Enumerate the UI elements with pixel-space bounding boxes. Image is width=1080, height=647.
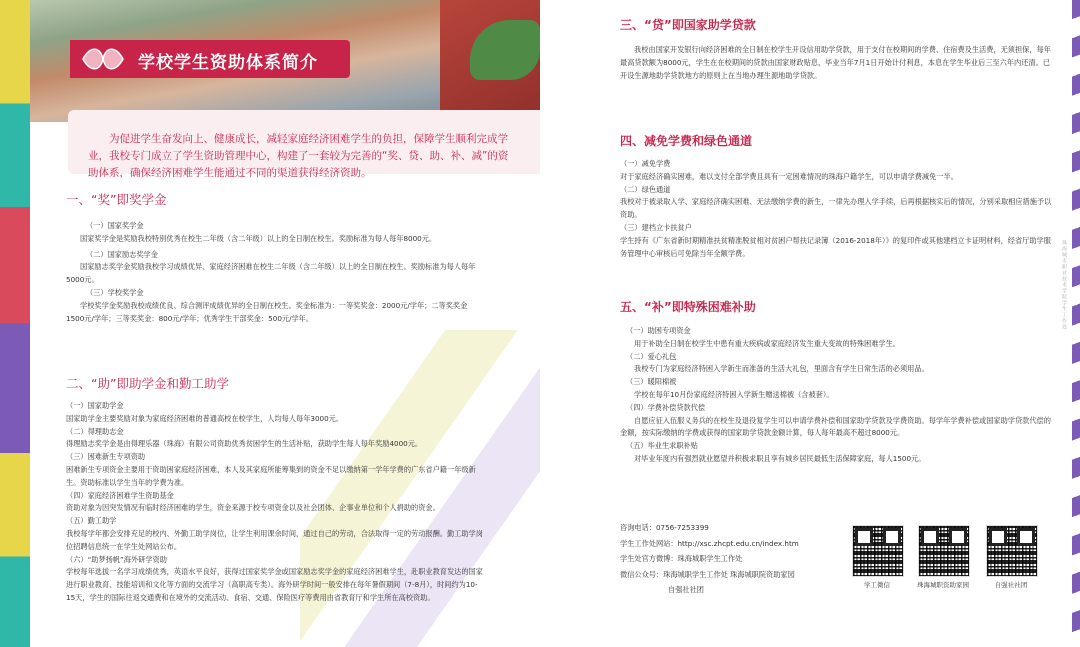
item-heading: （六）“助梦扬帆”海外研学资助 (66, 554, 167, 564)
item-body: 资助对象为因突发情况有临时经济困难的学生，资金来源于校专项资金以及社会团体、企事业单位和个人捐助的资金。 (66, 503, 440, 513)
item-heading: （三）学校奖学金 (86, 287, 144, 297)
qr-code-icon (852, 525, 904, 577)
item-body: 我校对于被录取入学、家庭经济确实困难、无法缴纳学费的新生，一律先办理入学手续，后再根据核实后的情况，分别采取相应措施予以资助。 (620, 197, 1052, 220)
item-heading: （一）国家奖学金 (86, 221, 144, 230)
section-title-scholarship: 一、“奖”即奖学金 (66, 192, 167, 207)
decorative-stripe (0, 0, 30, 647)
subsidy-section (620, 325, 1052, 466)
item-heading: （三）暖阳棉被 (626, 377, 677, 387)
item-heading: （一）减免学费 (620, 159, 671, 168)
item-body: 学生持有《广东省新时期精准扶贫精准脱贫相对贫困户帮扶记录簿（2016-2018年）》的复印件或其他建档立卡证明材料，经省厅助学服务管理中心审核后可免除当年全额学费。 (620, 235, 1051, 258)
qr-label: 珠海城职资助家园 (917, 581, 969, 589)
ribbon-icon (78, 44, 128, 74)
section-title-grants: 二、“助”即助学金和勤工助学 (66, 376, 229, 391)
item-body: 得理励志奖学金是由得理乐器（珠海）有限公司资助优秀贫困学生的生活补贴，获助学生每人每年奖励4000元。 (66, 439, 423, 449)
section-title-loan: 三、“贷”即国家助学贷款 (620, 18, 756, 32)
scholarship-section (66, 220, 484, 325)
loan-section (620, 44, 1052, 82)
item-body: 国家励志奖学金奖励我校学习成绩优异、家庭经济困难在校生二年级（含二年级）以上的全日制在校生。奖励标准为每人每年5000元。 (66, 262, 476, 285)
item-heading: （三）建档立卡扶贫户 (620, 222, 692, 232)
qr-code-icon (918, 525, 970, 577)
decorative-stripe-right (1072, 0, 1080, 647)
item-body: 学校每年选拔一名学习成绩优秀，英语水平良好，获得过国家奖学金或国家励志奖学金的家庭经济困难学生，赴职业教育发达的国家进行职业教育、技能培训和文化等方面的交流学习（高职高专类）。海外研学时间一般安排在每年暑假期间（7-8月），时间约为10-15天，学生的国际往返交通费和在境外的交流活动、食宿、交通、保险医疗等费用由省教育厅和学生所在高校资助。 (66, 567, 483, 602)
item-heading: （四）家庭经济困难学生资助基金 (66, 490, 174, 500)
reduction-section (620, 158, 1052, 260)
qr-label: 自强社社团 (994, 581, 1028, 589)
item-heading: （二）得理助志金 (66, 426, 124, 436)
item-body: 对毕业年度内有强烈就业愿望并积极求职且享有城乡居民最低生活保障家庭，每人1500元。 (634, 453, 926, 463)
item-body: 用于补助全日制在校学生中患有重大疾病或家庭经济发生重大变故的特殊困难学生。 (634, 338, 900, 348)
contact-phone: 咨询电话：0756-7253399 (620, 523, 709, 532)
item-body: 我校专门为家庭经济特困入学新生而准备的生活大礼包，里面含有学生日常生活的必须用品。 (634, 364, 929, 374)
item-heading: （一）国家助学金 (66, 401, 124, 410)
item-heading: （四）学费补偿贷款代偿 (626, 402, 706, 412)
item-body: 自愿应征入伍服义务兵的在校生及退役复学生可以申请学费补偿和国家助学贷款及学费资助。每学年学费补偿或国家助学贷款代偿的金额，按实际缴纳的学费或获得的国家助学贷款金额计算，每人每年最高不超过8000元。 (620, 415, 1051, 438)
item-heading: （五）毕业生求职补贴 (626, 441, 698, 451)
contact-website[interactable]: 学生工作处网站：http://xsc.zhcpt.edu.cn/index.htm (620, 538, 799, 548)
item-heading: （五）勤工助学 (66, 516, 117, 526)
qr-label: 学工微信 (864, 581, 890, 589)
qr-code-icon (986, 525, 1038, 577)
item-body: 我校每学年都会安排充足的校内、外勤工助学岗位，让学生利用课余时间，通过自己的劳动，合法取得一定的劳动报酬。勤工助学岗位招聘信息统一在学生处网站公布。 (66, 528, 483, 551)
item-heading: （二）国家励志奖学金 (86, 249, 158, 259)
item-body: 对于家庭经济确实困难，难以支付全部学费且具有一定困难情况的珠海户籍学生，可以申请学费减免一半。 (620, 171, 958, 181)
section-title-reduction: 四、减免学费和绿色通道 (620, 134, 753, 148)
grants-section (66, 400, 484, 605)
item-heading: （二）绿色通道 (620, 184, 671, 194)
right-page (540, 0, 1080, 647)
item-body: 国家助学金主要奖励对象为家庭经济困难的普通高校在校学生，人均每人每年3000元。 (66, 413, 344, 423)
contact-weibo: 学生处官方微博：珠海城职学生工作处 (620, 554, 743, 563)
item-body: 国家奖学金是奖励我校特别优秀在校生二年级（含二年级）以上的全日制在校生。奖励标准为每人每年8000元。 (80, 233, 437, 243)
item-body: 困难新生专项资金主要用于资助困家庭经济困难，本人及其家庭所能筹集到的资金不足以缴纳第一学年学费的广东省户籍一年级新生。资助标准以学生当年的学费为准。 (66, 464, 476, 487)
loan-body: 我校由国家开发银行向经济困难的全日制在校学生开设信用助学贷款，用于支付在校期间的学费、住宿费及生活费，无须担保，每年最高贷款额为8000元，学生在在校期间的贷款由国家财政贴息，毕业当年7月1日开始计付利息，本息在学生毕业后三至六年内还清。已开设生源地助学贷款地方的原则上在当地办理生源地助学贷款。 (620, 45, 1051, 80)
item-heading: （三）困难新生专项资助 (66, 452, 146, 462)
contact-wechat-2: 自强社社团 (668, 585, 704, 594)
contact-wechat: 微信公众号：珠海城职学生工作处 珠海城职院资助家园 (620, 569, 795, 579)
intro-text: 为促进学生奋发向上、健康成长，减轻家庭经济困难学生的负担，保障学生顺利完成学业，我校专门成立了学生资助管理中心，构建了一套较为完善的“奖、贷、助、补、减”的资助体系，确保经济困难学生能通过不同的渠道获得经济资助。 (88, 133, 509, 179)
item-heading: （一）助困专项资金 (626, 326, 691, 335)
banner-title: 学校学生资助体系简介 (138, 53, 318, 73)
item-body: 学校奖学金奖励我校成绩优良、综合测评成绩优异的全日制在校生。奖金标准为：一等奖奖金：2000元/学年；二等奖奖金1500元/学年；三等奖奖金：800元/学年；优秀学生干部奖金：500元/学年。 (66, 300, 468, 323)
vertical-note: 珠海城市职业技术学院学生工作处 (1061, 240, 1067, 330)
contact-info (620, 520, 799, 598)
item-heading: （二）爱心礼包 (626, 351, 677, 361)
item-body: 学校在每年10月份家庭经济特困入学新生赠送棉被（含被套）。 (634, 389, 834, 399)
section-title-subsidy: 五、“补”即特殊困难补助 (620, 300, 756, 314)
